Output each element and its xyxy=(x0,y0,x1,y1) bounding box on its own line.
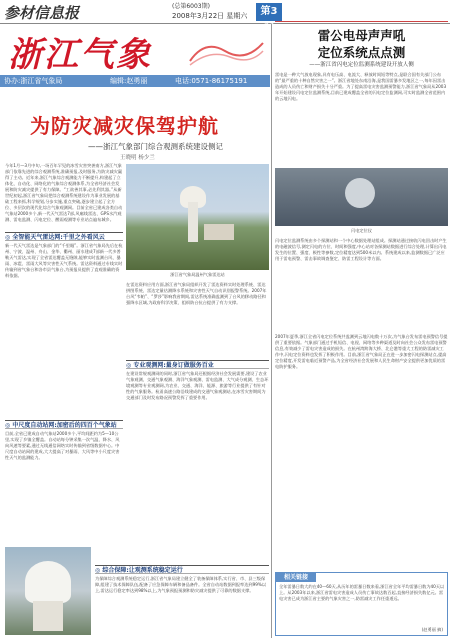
newspaper-brand: 参材信息报 xyxy=(4,4,80,22)
section1-text: 新一代天气雷达是气象部门的“千里眼”。浙江省气象局先后在杭州、宁波、温州、舟山、金华、衢州、丽水建成7部新一代多普勒天气雷达,实现了全省雷达覆盖无缝隙,能够实时监测台风、暴雨、冰雹、雷雨大风等灾害性天气系统。雷达资料通过专线实时传输到省气象台和各市县气象台,为预报员提供了直观准确的资料依据。 xyxy=(5,243,123,278)
section-banner xyxy=(0,25,270,75)
edition-badge: 第3版 xyxy=(256,3,282,21)
photo1-caption: 浙江省气象局温州气象雷达站 xyxy=(170,272,225,277)
phone-label: 电话:0571-86175191 xyxy=(175,77,248,85)
right-text-1: 雷电是一种大气放电现象,具有电压高、电流大、释放时间短等特点,是联合国有关部门公布的“最严重的十种自然灾害之一”。浙江省地处东南沿海,是我国雷暴多发地区之一,每年因雷击造成的人员伤亡和财产损失十分严重。为了提高雷电灾害监测预警能力,浙江省气象局从2003年开始建设闪电定位监测系统,目前已建成覆盖全省的闪电定位监测网,可实时监测全省范围内的云地闪电。 xyxy=(275,72,447,101)
section4-text: 为保障综合观测系统稳定运行,浙江省气象局建立健全了装备保障体系,实行省、市、县三级保障,组建了技术保障队伍,配备了应急保障车辆和备品备件。全省自动站数据到报率达到99%以上,雷达运行稳定率达到98%以上,为气象预报预测和防灾减灾提供了可靠的数据支撑。 xyxy=(95,576,267,593)
right-text-3: 2007年夏季,浙江全省闪电定位系统共监测到云地闪电数十万次,为气象台发布雷电预警信号提供了重要依据。气象部门通过手机短信、电视、网络等多种渠道及时向社会公众发布雷电预警信息,有效减少了雷电灾害造成的损失。在杭州湾跨海大桥、北仑港等重大工程的防雷减灾工作中,闪电定位资料也发挥了积极作用。目前,浙江省气象局正在进一步加密闪电探测站点,提高定位精度,开发雷电临近预警产品,为全省经济社会发展和人民生命财产安全提供更加优质的雷电防护服务。 xyxy=(275,334,448,369)
radar-tower xyxy=(188,202,198,242)
right-headline-2: 定位系统点点测 xyxy=(317,45,406,60)
column-divider xyxy=(271,24,272,638)
section3-text: 在建设常规观测网的同时,浙江省气象局还根据经济社会发展需要,建设了农业气象观测、交通气象观测、海洋气象观测、雷电监测、大气成分观测、生态环境观测等专业观测网,为农业、交通、海洋、能源、旅游等行业提供了有针对性的气象服务。杭甬高速公路沿线建成的交通气象观测站,在冰雪灾害期间为交通部门及时发布路况预警发挥了重要作用。 xyxy=(126,371,269,400)
related-links-heading: 相关链接 xyxy=(276,573,316,582)
related-links-text: 全年雷暴日数大约在40—60天,从历年的雷暴日数来看,浙江省全年平均雷暴日数为40天以上。从2003年以来,浙江省雷电灾害造成人员伤亡事故达数百起,直接经济损失数亿元。雷电灾害已成为浙江省主要的气象灾害之一,防雷减灾工作任重道远。 xyxy=(279,584,445,601)
co-organizer: 协办:浙江省气象局 xyxy=(4,77,63,85)
main-byline: 王晓明 杨少兰 xyxy=(120,155,155,161)
issue-number: (总第6003期) xyxy=(172,3,210,10)
related-links-box xyxy=(275,572,448,636)
intro-text: 今年1月—3月中旬,一场百年罕见的冰雪灾害突袭南方,浙江气象部门依靠先进的综合观测系统,准确预报,及时服务,为防灾减灾赢得了主动。近年来,浙江气象综合观测能力不断提升,构建起了立体化、自动化、网络化的气象综合观测体系,为全省经济社会发展和防灾减灾提供了有力保障。“工欲善其事,必先利其器。”从新世纪初起,浙江省气象局把综合观测系统建设作为事业发展的基础工程来抓,科学规划,分步实施,重点突破,逐步建立起了全方位、多层次的现代化综合气象观测网。目前全省已建成各类自动气象站2000多个,新一代天气雷达7部,风廓线雷达、GPS水汽观测、雷电监测、闪电定位、酸雨观测等专业站点遍布城乡。 xyxy=(5,163,123,222)
section1-heading: ◎ 全智能天气雷达网:千里之外看风云 xyxy=(5,232,123,241)
right-headline-1: 雷公电母声声吼 xyxy=(317,28,406,43)
observation-photo xyxy=(5,547,91,635)
radar-station-photo xyxy=(126,164,269,270)
section2-text: 目前,全省已建成自动气象站2000多个,平均间距约为5—10公里,实现了乡镇全覆盖。自动站每分钟采集一次气温、降水、风向风速等要素,通过无线通信网络实时传输到省级数据中心。中尺度自动站网的建成,大大提高了对暴雨、大风等中小尺度灾害性天气的监测能力。 xyxy=(5,431,120,460)
right-subheadline: ——浙江省闪电定位监测系统建设开放人侧 xyxy=(309,62,414,68)
right-top-rule xyxy=(275,21,448,22)
issue-date: 2008年3月22日 星期六 xyxy=(172,12,248,20)
cloud-decoration-icon xyxy=(185,33,265,69)
locator-dish xyxy=(345,178,375,208)
lightning-locator-photo xyxy=(275,168,448,226)
section2-heading: ◎ 中尺度自动站网:加密后的四百个气象站 xyxy=(5,420,123,429)
editor-label: 编辑:赵勇丽 xyxy=(110,77,148,85)
section3-heading: ◎ 专业观测网:量身订做服务百业 xyxy=(126,360,269,369)
observation-base xyxy=(33,601,63,631)
main-headline: 为防灾减灾保驾护航 xyxy=(30,114,219,138)
right-photo-caption: 闪电定位仪 xyxy=(351,228,372,233)
related-links-source: (赵勇丽 摘) xyxy=(421,627,443,632)
main-subheadline: ——浙江气象部门综合观测系统建设侧记 xyxy=(88,142,223,151)
section4-heading: ◎ 综合保障:让观测系统稳定运行 xyxy=(95,565,269,574)
col2-text: 在雷达资料应用方面,浙江省气象局组织开发了雷达资料实时处理系统、雷达拼图系统、雷达定量估测降水系统和灾害性天气自动识别报警系统。2007年台风“韦帕”、“罗莎”影响我省期间,雷达系统准确监测到了台风的移动路径和强降水区域,为政府科学决策、组织防台抗台提供了有力支撑。 xyxy=(126,282,267,305)
right-text-2: 闪电定位监测系统由多个探测站和一个中心数据处理站组成。探测站通过接收闪电回击时产生的电磁波信号,测定闪电的方位、时间和强度,中心站对各探测站数据进行综合处理,计算出闪电发生的位置、强度、极性等参数,定位精度达到500米以内。系统建成以来,监测数据已广泛应用于雷电预警、雷击事故调查鉴定、防雷工程设计等方面。 xyxy=(275,238,447,261)
info-bar xyxy=(0,75,270,87)
section-logo: 浙江气象 xyxy=(8,35,152,75)
station-building xyxy=(204,224,234,240)
observation-dome xyxy=(25,561,71,603)
